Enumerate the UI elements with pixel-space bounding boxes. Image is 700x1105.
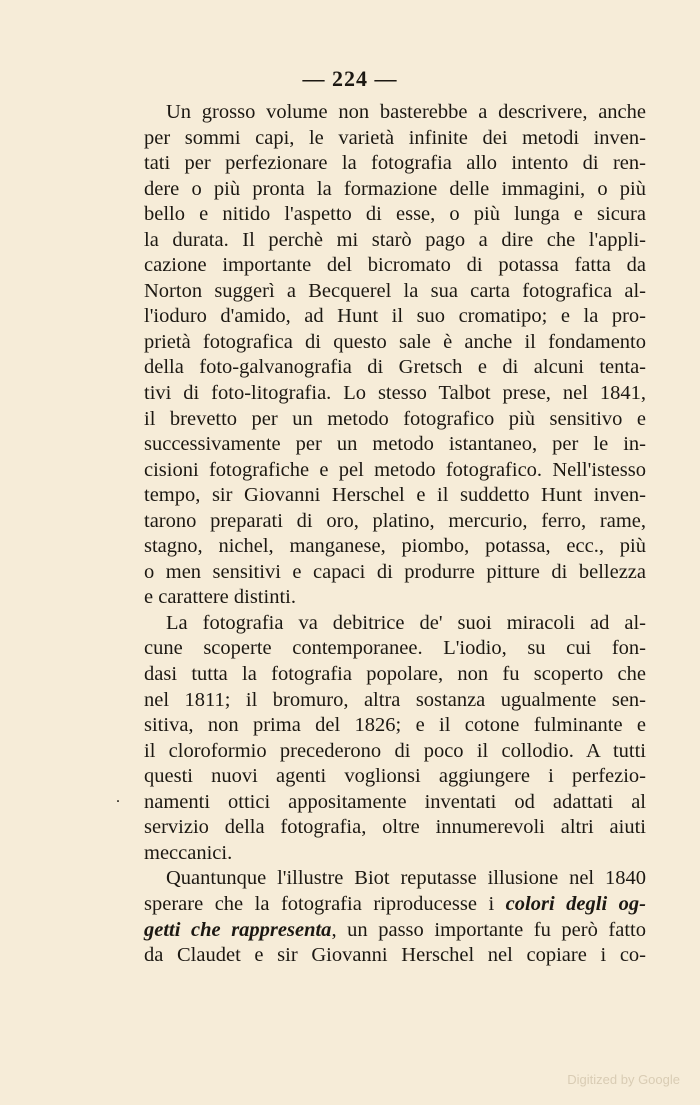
text-line: o men sensitivi e capaci di produrre pitture di bellezza: [144, 560, 646, 583]
text-line: nel 1811; il bromuro, altra sostanza ugualmente sen-: [144, 688, 646, 711]
text-line: dere o più pronta la formazione delle immagini, o più: [144, 177, 646, 200]
text-line: Un grosso volume non basterebbe a descrivere, anche: [166, 101, 646, 123]
paragraph-3: [144, 866, 646, 968]
paragraph-2: [144, 611, 646, 866]
text-line: bello e nitido l'aspetto di esse, o più lunga e sicura: [144, 203, 646, 226]
text-line: per sommi capi, le varietà infinite dei metodi inven-: [144, 126, 646, 149]
text-line: cisioni fotografiche e pel metodo fotografico. Nell'istesso: [144, 458, 646, 481]
text-line: il cloroformio precederono di poco il collodio. A tutti: [144, 739, 646, 762]
text-line: l'ioduro d'amido, ad Hunt il suo cromatipo; e la pro-: [144, 305, 646, 328]
text-line: e carattere distinti.: [144, 586, 296, 609]
text-line: prietà fotografica di questo sale è anche il fondamento: [144, 330, 646, 353]
text-line: servizio della fotografia, oltre innumerevoli altri aiuti: [144, 816, 646, 839]
body-text: [144, 100, 646, 969]
text-line: questi nuovi agenti voglionsi aggiungere i perfezio-: [144, 765, 646, 788]
margin-dot: .: [116, 789, 120, 806]
emphasized-text: colori degli og-: [505, 892, 646, 915]
text-line: tarono preparati di oro, platino, mercurio, ferro, rame,: [144, 509, 646, 532]
text-line: sitiva, non prima del 1826; e il cotone fulminante e: [144, 714, 646, 737]
text-line: Norton suggerì a Becquerel la sua carta fotografica al-: [144, 279, 646, 302]
text-line: la durata. Il perchè mi starò pago a dire che l'appli-: [144, 228, 646, 251]
text-line: successivamente per un metodo istantaneo, per le in-: [144, 433, 646, 456]
text-line: Quantunque l'illustre Biot reputasse illusione nel 1840: [166, 867, 646, 890]
text-line: [144, 892, 646, 918]
text-line: namenti ottici appositamente inventati od adattati al: [144, 790, 646, 813]
text-line: [144, 918, 646, 944]
text-line: cune scoperte contemporanee. L'iodio, su cui fon-: [144, 637, 646, 660]
text-line: tati per perfezionare la fotografia allo intento di ren-: [144, 152, 646, 175]
paragraph-1: [144, 100, 646, 611]
text-line: dasi tutta la fotografia popolare, non fu scoperto che: [144, 663, 646, 686]
text-fragment: , un passo importante fu però fatto: [331, 918, 646, 941]
text-line: da Claudet e sir Giovanni Herschel nel copiare i co-: [144, 944, 646, 967]
text-fragment: sperare che la fotografia riproducesse i: [144, 892, 495, 915]
text-line: tivi di foto-litografia. Lo stesso Talbot prese, nel 1841,: [144, 382, 646, 405]
text-line: della foto-galvanografia di Gretsch e di alcuni tenta-: [144, 356, 646, 379]
text-line: il brevetto per un metodo fotografico più sensitivo e: [144, 407, 646, 430]
text-line: La fotografia va debitrice de' suoi miracoli ad al-: [166, 611, 646, 634]
page-number: — 224 —: [302, 66, 398, 91]
digitization-watermark: Digitized by Google: [567, 1072, 680, 1087]
emphasized-text: getti che rappresenta: [144, 918, 332, 941]
text-line: cazione importante del bicromato di potassa fatta da: [144, 254, 646, 277]
text-line: tempo, sir Giovanni Herschel e il suddetto Hunt inven-: [144, 484, 646, 507]
text-line: meccanici.: [144, 841, 233, 864]
text-line: stagno, nichel, manganese, piombo, potassa, ecc., più: [144, 535, 646, 558]
